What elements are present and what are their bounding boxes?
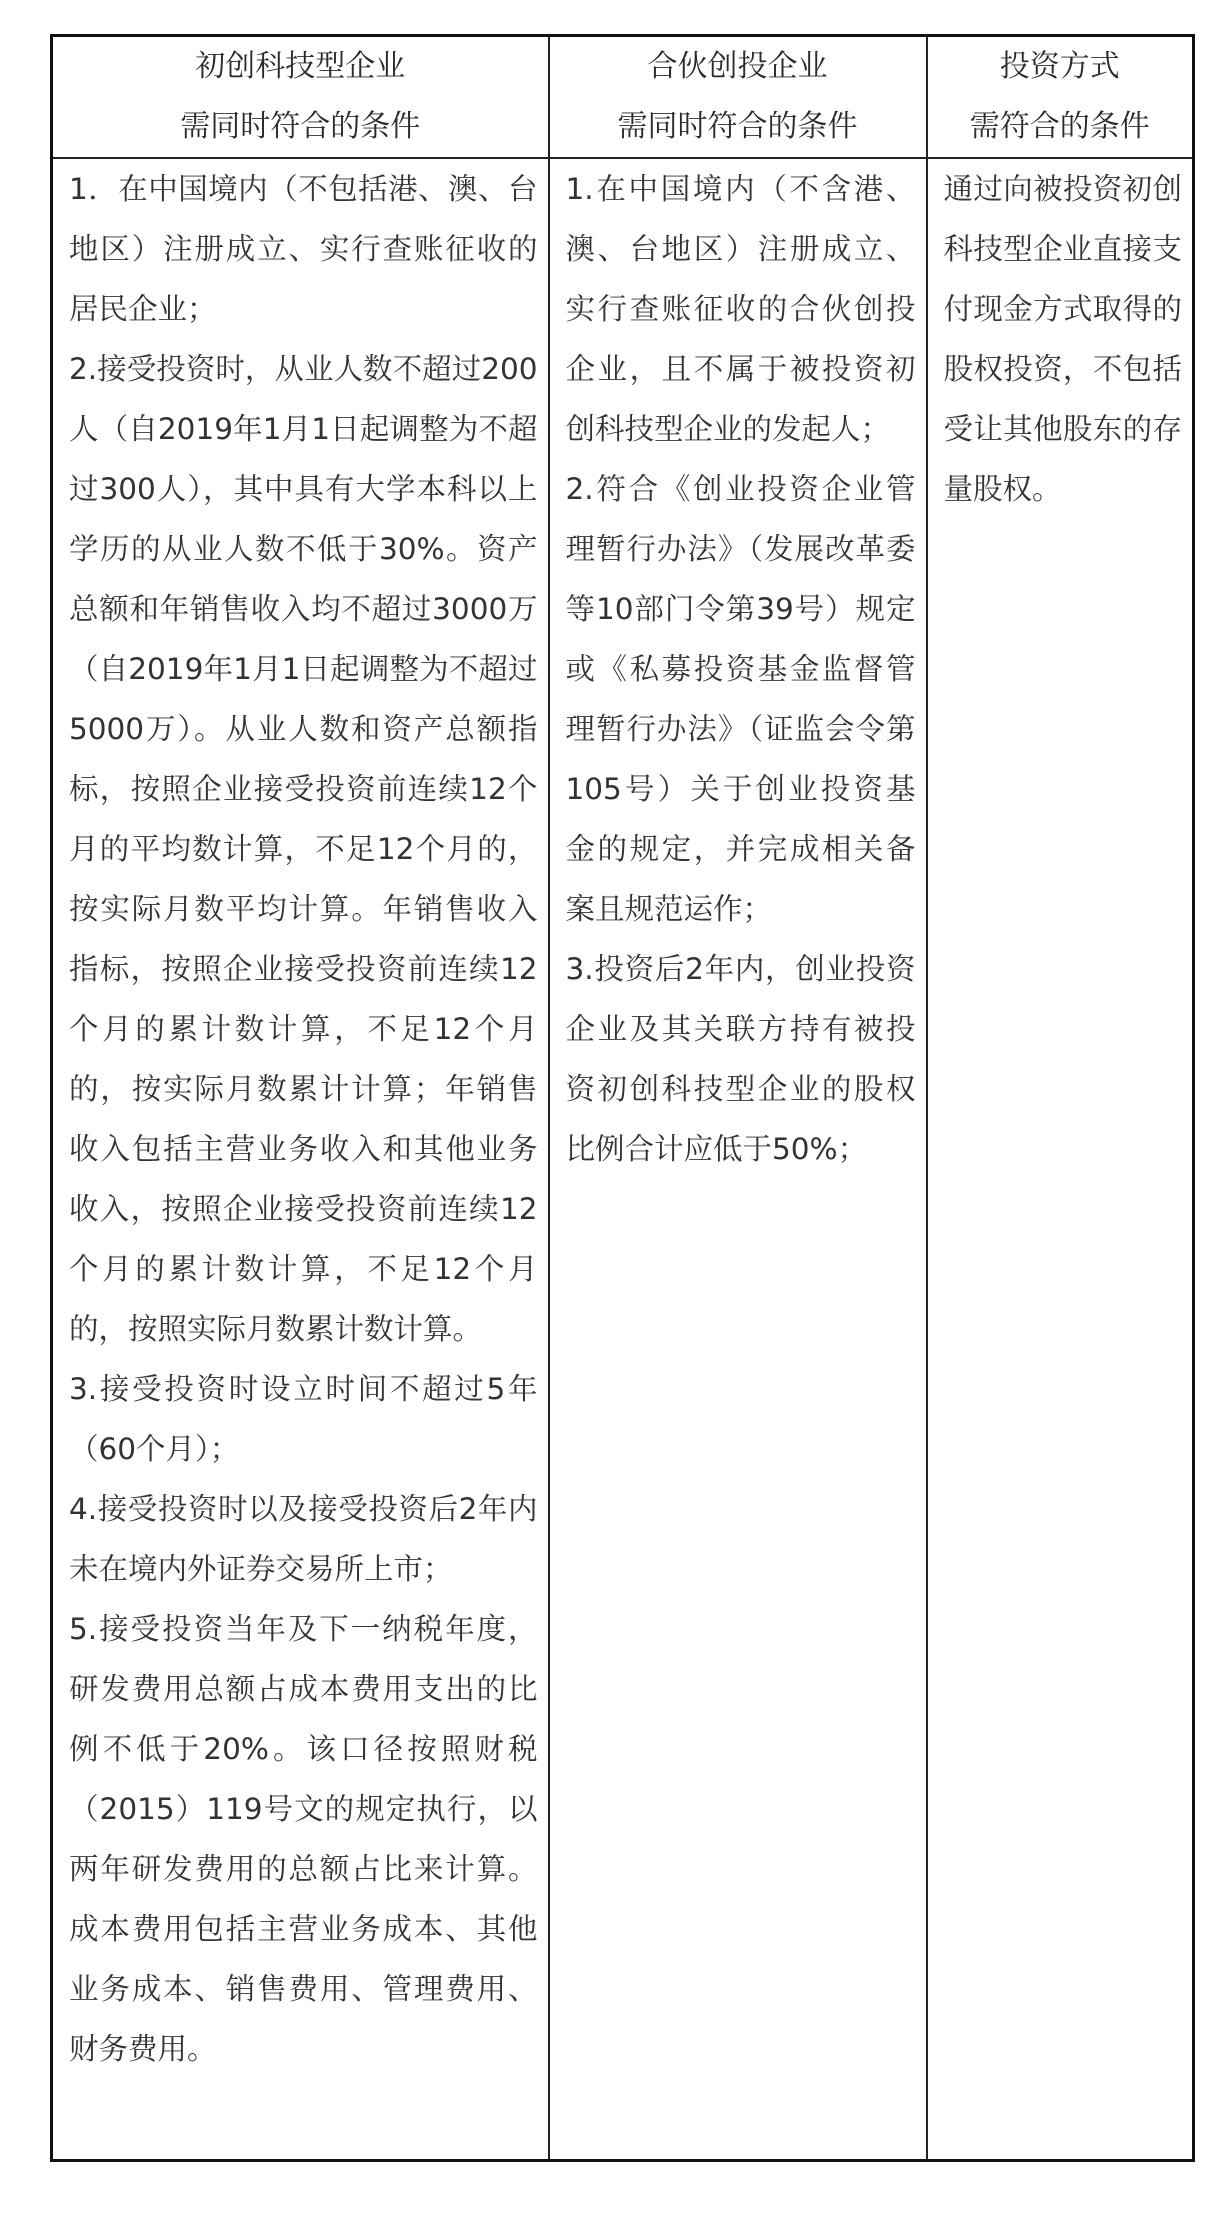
header-line: 初创科技型企业 [195, 49, 406, 84]
header-investment-method-conditions [927, 36, 1194, 159]
header-line: 合伙创投企业 [647, 49, 828, 84]
table-header-row [52, 36, 1194, 159]
condition-item: 5.接受投资当年及下一纳税年度，研发费用总额占成本费用支出的比例不低于20%。该口径按照财税（2015）119号文的规定执行，以两年研发费用的总额占比来计算。成本费用包括主营业务成本、其他业务成本、销售费用、管理费用、财务费用。 [69, 1612, 538, 2066]
conditions-table [50, 34, 1195, 2162]
condition-item: 1．在中国境内（不包括港、澳、台地区）注册成立、实行查账征收的居民企业； [69, 172, 538, 326]
header-startup-conditions [52, 36, 549, 159]
condition-item: 2.接受投资时，从业人数不超过200人（自2019年1月1日起调整为不超过300人），其中具有大学本科以上学历的从业人数不低于30%。资产总额和年销售收入均不超过3000万（自2019年1月1日起调整为不超过5000万）。从业人数和资产总额指标，按照企业接受投资前连续12个月的平均数计算，不足12个月的，按实际月数平均计算。年销售收入指标，按照企业接受投资前连续12个月的累计数计算，不足12个月的，按实际月数累计计算；年销售收入包括主营业务收入和其他业务收入，按照企业接受投资前连续12个月的累计数计算，不足12个月的，按照实际月数累计数计算。 [69, 352, 538, 1346]
header-line: 投资方式 [999, 49, 1120, 84]
condition-item: 3.接受投资时设立时间不超过5年（60个月）； [69, 1372, 538, 1466]
investment-method-cell [927, 158, 1194, 2161]
condition-item: 4.接受投资时以及接受投资后2年内未在境内外证券交易所上市； [69, 1492, 538, 1586]
header-partnership-conditions [549, 36, 927, 159]
condition-item: 3.投资后2年内，创业投资企业及其关联方持有被投资初创科技型企业的股权比例合计应低于50%； [565, 952, 916, 1166]
condition-item: 通过向被投资初创科技型企业直接支付现金方式取得的股权投资，不包括受让其他股东的存量股权。 [943, 172, 1182, 506]
condition-item: 2.符合《创业投资企业管理暂行办法》（发展改革委等10部门令第39号）规定或《私募投资基金监督管理暂行办法》（证监会令第105号）关于创业投资基金的规定，并完成相关备案且规范运作； [565, 472, 916, 926]
header-line: 需同时符合的条件 [617, 109, 858, 144]
header-line: 需同时符合的条件 [180, 109, 421, 144]
startup-conditions-cell [52, 158, 549, 2161]
condition-item: 1.在中国境内（不含港、澳、台地区）注册成立、实行查账征收的合伙创投企业，且不属于被投资初创科技型企业的发起人； [565, 172, 916, 446]
header-line: 需符合的条件 [969, 109, 1150, 144]
table-body-row [52, 158, 1194, 2161]
partnership-conditions-cell [549, 158, 927, 2161]
